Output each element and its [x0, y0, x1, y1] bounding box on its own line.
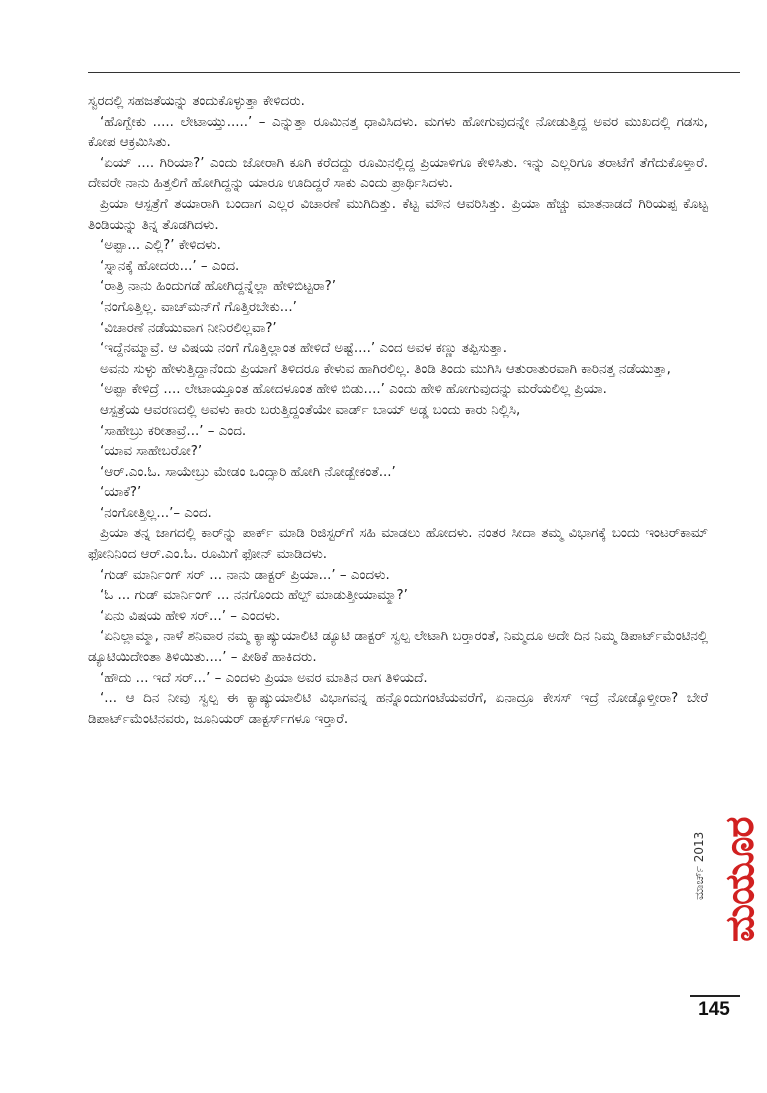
magazine-name: ಮಯೂರ	[717, 817, 763, 942]
paragraph: ‘ಹೊಗ್ಬೇಕು ..... ಲೇಟಾಯ್ತು.....’ – ಎನ್ನುತ್ತಾ ರೂಮಿನತ್ತ ಧಾವಿಸಿದಳು. ಮಗಳು ಹೋಗುವುದನ್ನೇ ನೋಡುತ್ತಿದ್ದ ಅವರ ಮುಖದಲ್ಲಿ ಗಡಸು, ಕೋಪ ಆಕ್ರಮಿಸಿತು.	[88, 114, 708, 151]
paragraph: ‘ಆರ್.ಎಂ.ಓ. ಸಾಯೇಬ್ರು ಮೇಡಂ ಒಂದ್ಸಾರಿ ಹೋಗಿ ನೋಡ್ಬೇಕಂತೆ...’	[100, 464, 396, 480]
paragraph: ‘ಓ ... ಗುಡ್ ಮಾರ್ನಿಂಗ್ ... ನನಗೊಂದು ಹೆಲ್ಪ್ ಮಾಡುತ್ತೀಯಾಮ್ಮಾ?’	[100, 588, 408, 604]
top-rule	[88, 72, 740, 73]
paragraph: ಪ್ರಿಯಾ ತನ್ನ ಜಾಗದಲ್ಲಿ ಕಾರ್‌ನ್ನು ಪಾರ್ಕ್ ಮಾಡಿ ರಿಜಿಸ್ಟರ್‌ಗೆ ಸಹಿ ಮಾಡಲು ಹೋದಳು. ನಂತರ ಸೀದಾ ತಮ್ಮ ವಿಭಾಗಕ್ಕೆ ಬಂದು ಇಂಟರ್‌ಕಾಮ್ ಫೋನಿನಿಂದ ಆರ್.ಎಂ.ಓ. ರೂಮಿಗೆ ಫೋನ್ ಮಾಡಿದಳು.	[88, 526, 708, 563]
paragraph: ‘ಏನು ವಿಷಯ ಹೇಳಿ ಸರ್...’ – ಎಂದಳು.	[100, 608, 281, 624]
paragraph: ‘ನಂಗೋತ್ತಿಲ್ಲ...’– ಎಂದ.	[100, 505, 212, 521]
paragraph: ‘... ಆ ದಿನ ನೀವು ಸ್ವಲ್ಪ ಈ ಕ್ಯಾಷ್ಯುಯಾಲಿಟಿ ವಿಭಾಗವನ್ನ ಹನ್ನೊಂದುಗಂಟೆಯವರೆಗೆ, ಏನಾದ್ರೂ ಕೇಸಸ್ ಇದ್ರೆ ನೋಡ್ಕೊಳ್ತೀರಾ? ಬೇರೆ ಡಿಪಾರ್ಟ್‌ಮೆಂಟಿನವರು, ಜೂನಿಯರ್ ಡಾಕ್ಟರ್ಸ್‌ಗಳೂ ಇರ್‍ತಾರೆ.	[88, 691, 708, 727]
paragraph: ‘ಅಪ್ಪಾ... ಎಲ್ಲಿ?’ ಕೇಳಿದಳು.	[100, 238, 221, 254]
paragraph: ಆಸ್ಪತ್ರೆಯ ಆವರಣದಲ್ಲಿ ಅವಳು ಕಾರು ಬರುತ್ತಿದ್ದಂತೆಯೇ ವಾರ್ಡ್ ಬಾಯ್ ಅಡ್ಡ ಬಂದು ಕಾರು ನಿಲ್ಲಿಸಿ,	[100, 402, 521, 418]
issue-label: ಮಾರ್ಚ್ 2013	[692, 831, 706, 900]
paragraph: ‘ಹೌದು ... ಇದೆ ಸರ್...’ – ಎಂದಳು ಪ್ರಿಯಾ ಅವರ ಮಾತಿನ ರಾಗ ತಿಳಿಯದೆ.	[100, 670, 428, 686]
paragraph: ‘ಸಾಹೇಬ್ರು ಕರೀತಾವ್ರೆ...’ – ಎಂದ.	[100, 423, 247, 439]
story-body	[88, 92, 708, 730]
paragraph: ‘ಸ್ನಾನಕ್ಕೆ ಹೋದರು...’ – ಎಂದ.	[100, 258, 240, 274]
page-number: 145	[698, 999, 730, 1020]
paragraph: ಸ್ವರದಲ್ಲಿ ಸಹಜತೆಯನ್ನು ತಂದುಕೊಳ್ಳುತ್ತಾ ಕೇಳಿದರು.	[88, 94, 305, 109]
paragraph: ‘ಏಯ್ .... ಗಿರಿಯಾ?’ ಎಂದು ಜೋರಾಗಿ ಕೂಗಿ ಕರೆದದ್ದು ರೂಮಿನಲ್ಲಿದ್ದ ಪ್ರಿಯಾಳಿಗೂ ಕೇಳಿಸಿತು. ಇನ್ನು ಎಲ್ಲರಿಗೂ ತರಾಟೆಗೆ ತೆಗೆದುಕೊಳ್ತಾರೆ. ದೇವರೇ ನಾನು ಹಿತ್ತಲಿಗೆ ಹೋಗಿದ್ದನ್ನು ಯಾರೂ ಊದಿದ್ದರೆ ಸಾಕು ಎಂದು ಪ್ರಾರ್ಥಿಸಿದಳು.	[88, 155, 708, 192]
paragraph: ‘ಯಾಕೆ?’	[100, 485, 142, 501]
paragraph: ‘ಏನಿಲ್ಲಾಮ್ಮಾ, ನಾಳೆ ಶನಿವಾರ ನಮ್ಮ ಕ್ಯಾಷ್ಯುಯಾಲಿಟಿ ಡ್ಯೂಟಿ ಡಾಕ್ಟರ್ ಸ್ವಲ್ಪ ಲೇಟಾಗಿ ಬರ್‍ತಾರಂತೆ, ನಿಮ್ಮದೂ ಅದೇ ದಿನ ನಿಮ್ಮ ಡಿಪಾರ್ಟ್‌ಮೆಂಟಿನಲ್ಲಿ ಡ್ಯೂಟಿಯಿದೇಂತಾ ತಿಳಿಯಿತು....’ – ಪೀಠಿಕೆ ಹಾಕಿದರು.	[88, 629, 708, 666]
paragraph: ‘ಗುಡ್ ಮಾರ್ನಿಂಗ್ ಸರ್ ... ನಾನು ಡಾಕ್ಟರ್ ಪ್ರಿಯಾ...’ – ಎಂದಳು.	[100, 567, 390, 583]
page-number-rule	[690, 995, 740, 997]
paragraph: ‘ನಂಗೊತ್ತಿಲ್ಲ. ವಾಚ್‌ಮನ್‌ಗೆ ಗೊತ್ತಿರಬೇಕು...’	[100, 299, 297, 315]
paragraph: ‘ಯಾವ ಸಾಹೇಬರೋ?’	[100, 444, 203, 460]
paragraph: ‘ರಾತ್ರಿ ನಾನು ಹಿಂದುಗಡೆ ಹೋಗಿದ್ದನ್ನೆಲ್ಲಾ ಹೇಳಿಬಿಟ್ಟರಾ?’	[100, 279, 337, 295]
paragraph: ಪ್ರಿಯಾ ಆಸ್ಪತ್ರೆಗೆ ತಯಾರಾಗಿ ಬಂದಾಗ ಎಲ್ಲರ ವಿಚಾರಣೆ ಮುಗಿದಿತ್ತು. ಕೆಟ್ಟ ಮೌನ ಆವರಿಸಿತ್ತು. ಪ್ರಿಯಾ ಹೆಚ್ಚು ಮಾತನಾಡದೆ ಗಿರಿಯಪ್ಪ ಕೊಟ್ಟ ತಿಂಡಿಯನ್ನು ತಿನ್ನ ತೊಡಗಿದಳು.	[88, 196, 708, 233]
paragraph: ‘ಅಪ್ಪಾ ಕೇಳಿದ್ರೆ .... ಲೇಟಾಯ್ತೂಂತ ಹೋದಳೂಂತ ಹೇಳಿ ಬಿಡು....’ ಎಂದು ಹೇಳಿ ಹೋಗುವುದನ್ನು ಮರೆಯಲಿಲ್ಲ ಪ್ರಿಯಾ.	[100, 382, 607, 398]
paragraph: ‘ಇದ್ದೆನಮ್ಮಾವ್ರೆ. ಆ ವಿಷಯ ನಂಗೆ ಗೊತ್ತಿಲ್ಲಾಂತ ಹೇಳಿದೆ ಅಷ್ಟೆ....’ ಎಂದ ಅವಳ ಕಣ್ಣು ತಪ್ಪಿಸುತ್ತಾ.	[100, 341, 508, 357]
paragraph: ಅವನು ಸುಳ್ಳು ಹೇಳುತ್ತಿದ್ದಾನೆಂದು ಪ್ರಿಯಾಗೆ ತಿಳಿದರೂ ಕೇಳುವ ಹಾಗಿರಲಿಲ್ಲ. ತಿಂಡಿ ತಿಂದು ಮುಗಿಸಿ ಆತುರಾತುರವಾಗಿ ಕಾರಿನತ್ತ ನಡೆಯುತ್ತಾ,	[100, 361, 671, 377]
paragraph: ‘ವಿಚಾರಣೆ ನಡೆಯುವಾಗ ನೀನಿರಲಿಲ್ಲವಾ?’	[100, 320, 277, 336]
